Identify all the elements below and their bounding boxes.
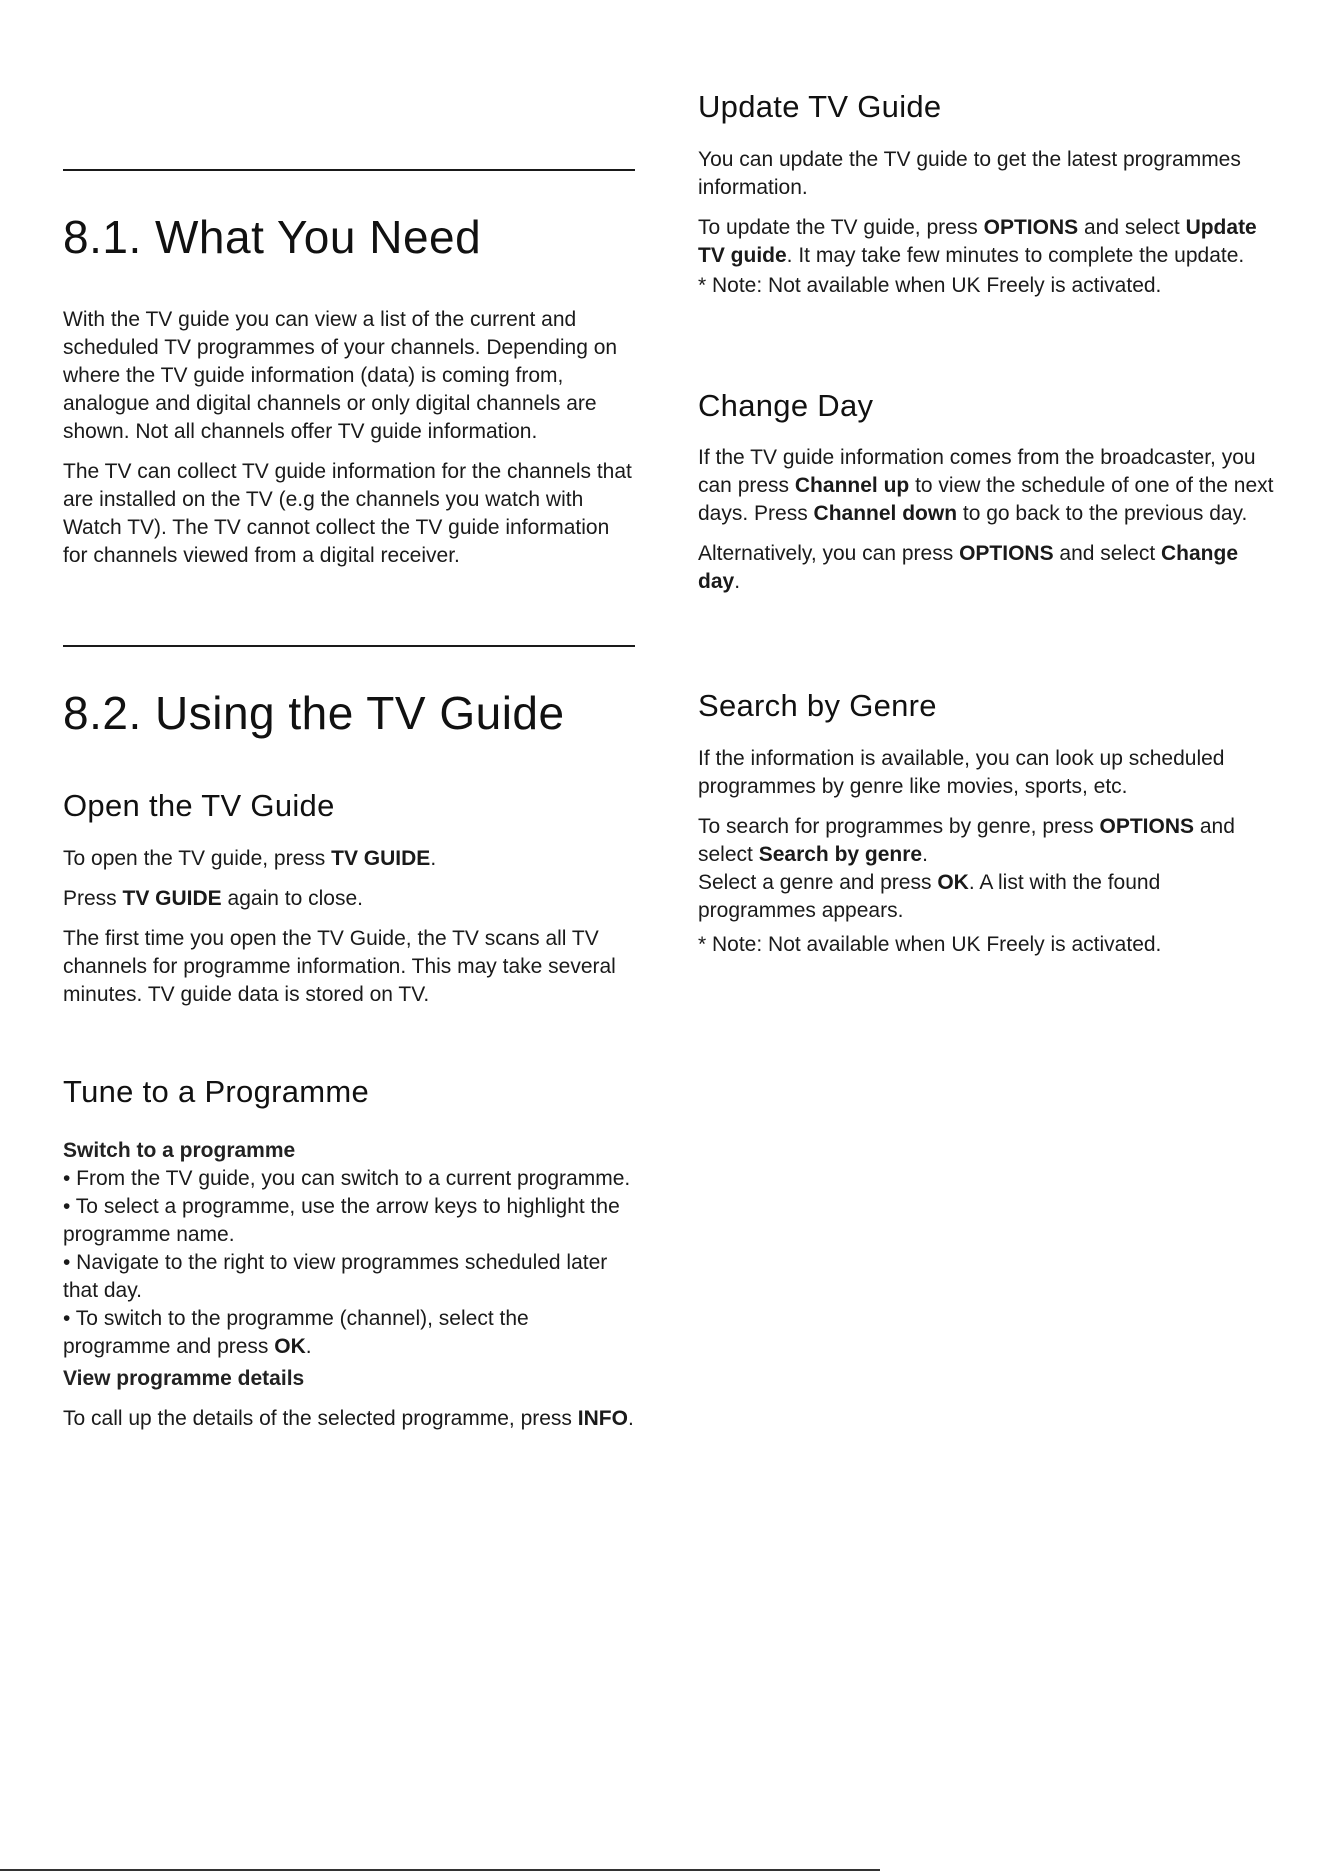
paragraph: If the TV guide information comes from the broadcaster, you can press Channel up to view the schedule of one of the next days. Press Channel down to go back to the previous day. xyxy=(698,446,1274,525)
section-title-8-1: 8.1. What You Need xyxy=(63,211,482,263)
paragraph: The TV can collect TV guide information for the channels that are installed on the TV (e.g the channels you watch with Watch TV). The TV cannot collect the TV guide information for channels viewed from a digital receiver. xyxy=(63,460,632,567)
subheading: View programme details xyxy=(63,1367,305,1390)
paragraph: With the TV guide you can view a list of the current and scheduled TV programmes of your channels. Depending on where the TV guide information (data) is coming from, analogue and digital channels or only digital channels are shown. Not all channels offer TV guide information. xyxy=(63,308,618,443)
section-divider xyxy=(63,169,635,171)
bullet-item: • From the TV guide, you can switch to a current programme. xyxy=(63,1167,631,1190)
paragraph: To call up the details of the selected programme, press INFO. xyxy=(63,1407,634,1430)
paragraph: To open the TV guide, press TV GUIDE. xyxy=(63,847,437,870)
subsection-title-update: Update TV Guide xyxy=(698,89,942,124)
key-label: OPTIONS xyxy=(1099,815,1195,838)
menu-label: Search by genre xyxy=(758,843,923,866)
menu-label: Change day xyxy=(698,542,1239,593)
key-label: OPTIONS xyxy=(983,216,1079,239)
subsection-title-genre: Search by Genre xyxy=(698,688,937,723)
change-day-body xyxy=(698,444,1278,596)
paragraph: You can update the TV guide to get the latest programmes information. xyxy=(698,148,1241,199)
key-label: OK xyxy=(274,1335,306,1358)
note: * Note: Not available when UK Freely is activated. xyxy=(698,933,1162,956)
paragraph: Select a genre and press OK. A list with the found programmes appears. xyxy=(698,871,1161,922)
subheading: Switch to a programme xyxy=(63,1139,296,1162)
subsection-title-tune: Tune to a Programme xyxy=(63,1074,370,1109)
genre-body xyxy=(698,745,1278,959)
footer-divider xyxy=(0,1869,880,1871)
open-guide-body xyxy=(63,845,635,1009)
menu-label: Update TV guide xyxy=(698,216,1257,267)
key-label: TV GUIDE xyxy=(331,847,431,870)
key-label: Channel down xyxy=(813,502,958,525)
paragraph: To search for programmes by genre, press OPTIONS and select Search by genre. xyxy=(698,815,1235,866)
key-label: OPTIONS xyxy=(959,542,1054,565)
key-label: OK xyxy=(937,871,969,894)
paragraph: Alternatively, you can press OPTIONS and select Change day. xyxy=(698,542,1239,593)
bullet-item: • Navigate to the right to view programmes scheduled later that day. xyxy=(63,1251,608,1302)
section-title-8-2: 8.2. Using the TV Guide xyxy=(63,687,565,739)
section-divider xyxy=(63,645,635,647)
key-label: TV GUIDE xyxy=(122,887,222,910)
paragraph: To update the TV guide, press OPTIONS and select Update TV guide. It may take few minutes to complete the update. xyxy=(698,216,1257,267)
bullet-item: • To select a programme, use the arrow keys to highlight the programme name. xyxy=(63,1195,620,1246)
paragraph: Press TV GUIDE again to close. xyxy=(63,887,363,910)
note: * Note: Not available when UK Freely is activated. xyxy=(698,274,1162,297)
paragraph: If the information is available, you can look up scheduled programmes by genre like movies, sports, etc. xyxy=(698,747,1225,798)
key-label: INFO xyxy=(577,1407,628,1430)
key-label: Channel up xyxy=(794,474,910,497)
update-body xyxy=(698,146,1278,300)
tune-body xyxy=(63,1137,635,1433)
section-8-1-body xyxy=(63,306,635,570)
subsection-title-change-day: Change Day xyxy=(698,388,874,423)
subsection-title-open: Open the TV Guide xyxy=(63,788,335,823)
bullet-item: • To switch to the programme (channel), select the programme and press OK. xyxy=(63,1307,529,1358)
paragraph: The first time you open the TV Guide, the TV scans all TV channels for programme information. This may take several minutes. TV guide data is stored on TV. xyxy=(63,927,616,1006)
